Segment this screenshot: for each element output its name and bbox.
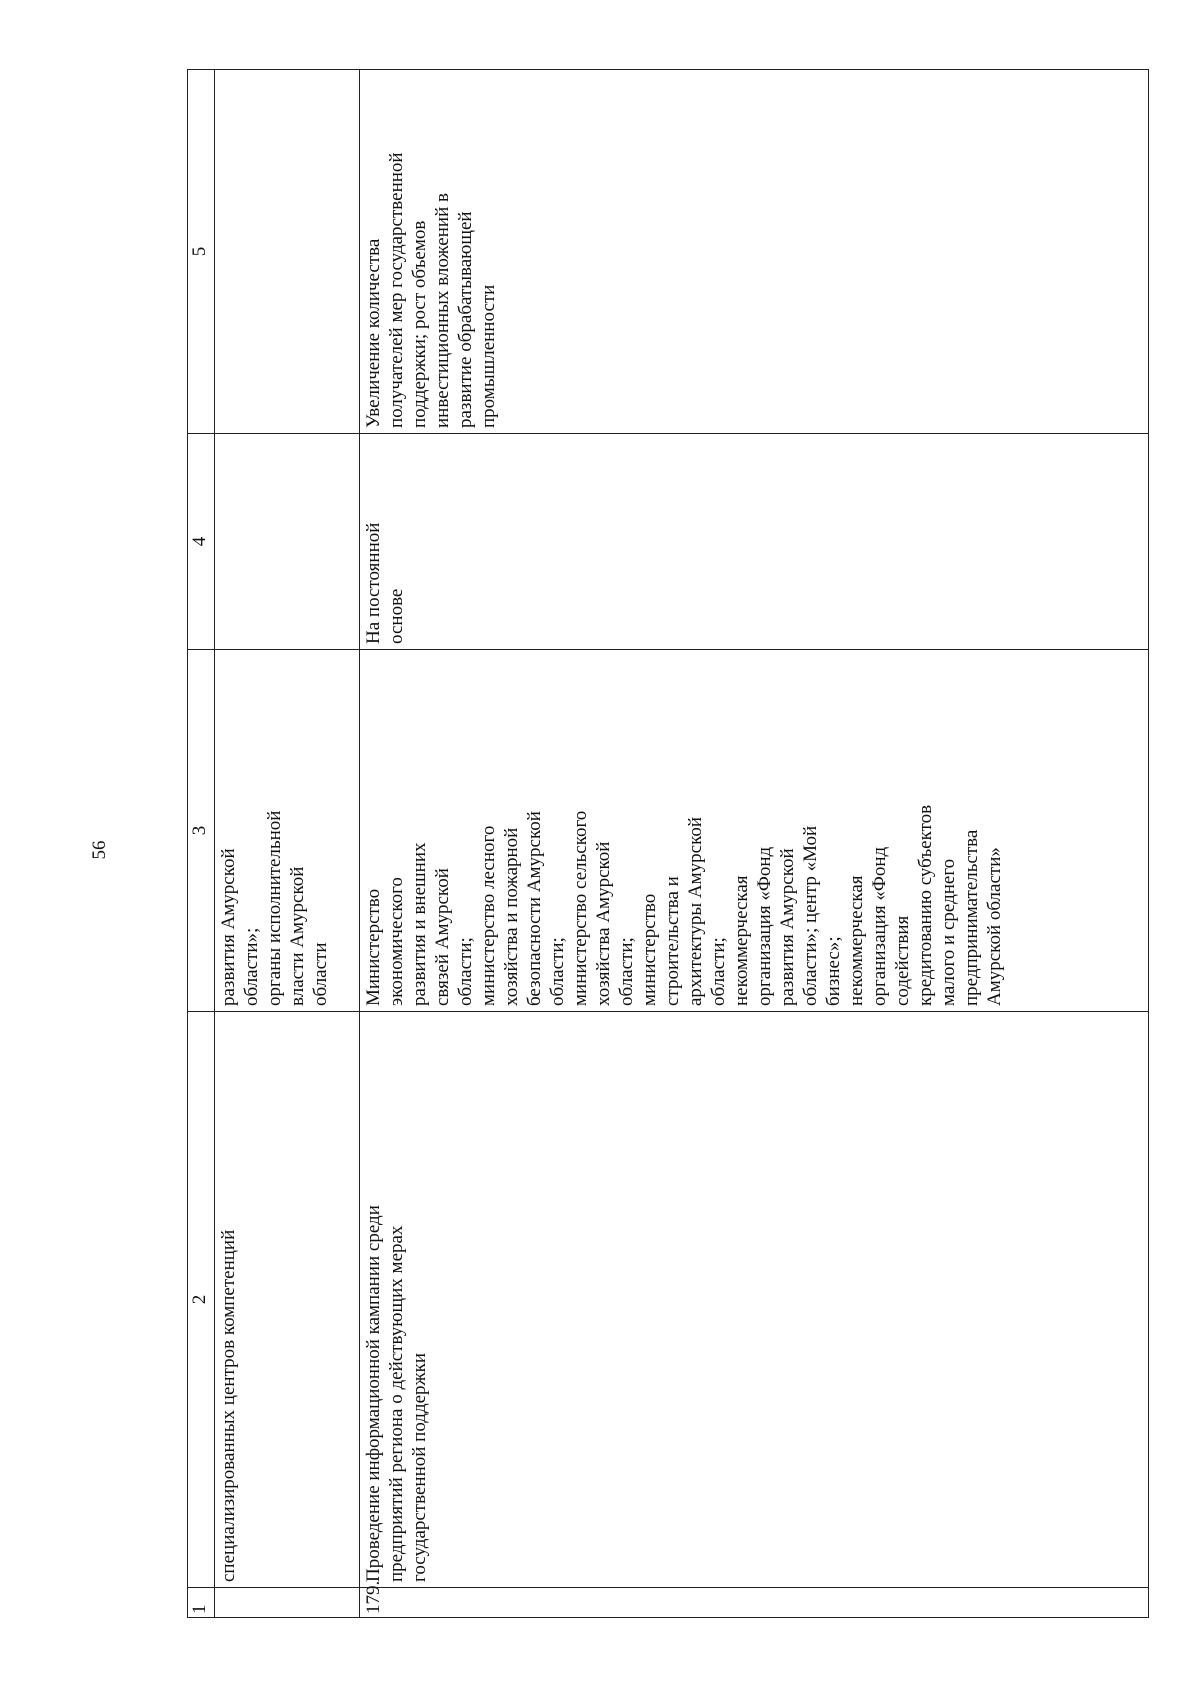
measures-table [187, 69, 1149, 1618]
header-col-2: 2 [188, 1012, 215, 1588]
table-row [215, 70, 360, 1618]
table-header-row [188, 70, 215, 1618]
executors-cell: Министерство экономического развития и внешних связей Амурской области; министерство лесного хозяйства и пожарной безопасности Амурской области; министерство сельского хозяйства Амурской области; министерство строительства и архитектуры Амурской области; некоммерческая организация «Фонд развития Амурской области»; центр «Мой бизнес»; некоммерческая организация «Фонд содействия кредитованию субъектов малого и среднего предпринимательства Амурской области» [360, 650, 1149, 1012]
measure-cell: специализированных центров компетенций [215, 1012, 360, 1588]
header-col-5: 5 [188, 70, 215, 434]
header-col-4: 4 [188, 434, 215, 650]
result-cell: Увеличение количества получателей мер государственной поддержки; рост объемов инвестиционных вложений в развитие обрабатывающей промышленности [360, 70, 1149, 434]
measure-cell: Проведение информационной кампании среди предприятий региона о действующих мерах государственной поддержки [360, 1012, 1149, 1588]
term-cell: На постоянной основе [360, 434, 1149, 650]
header-col-3: 3 [188, 650, 215, 1012]
header-col-1: 1 [188, 1588, 215, 1618]
document-table-container [187, 70, 1156, 1618]
executors-cell: развития Амурской области»; органы исполнительной власти Амурской области [215, 650, 360, 1012]
page-number: 56 [89, 840, 110, 860]
result-cell [215, 70, 360, 434]
row-number-cell [215, 1588, 360, 1618]
row-number-cell: 179. [360, 1588, 1149, 1618]
term-cell [215, 434, 360, 650]
table-row [360, 70, 1149, 1618]
